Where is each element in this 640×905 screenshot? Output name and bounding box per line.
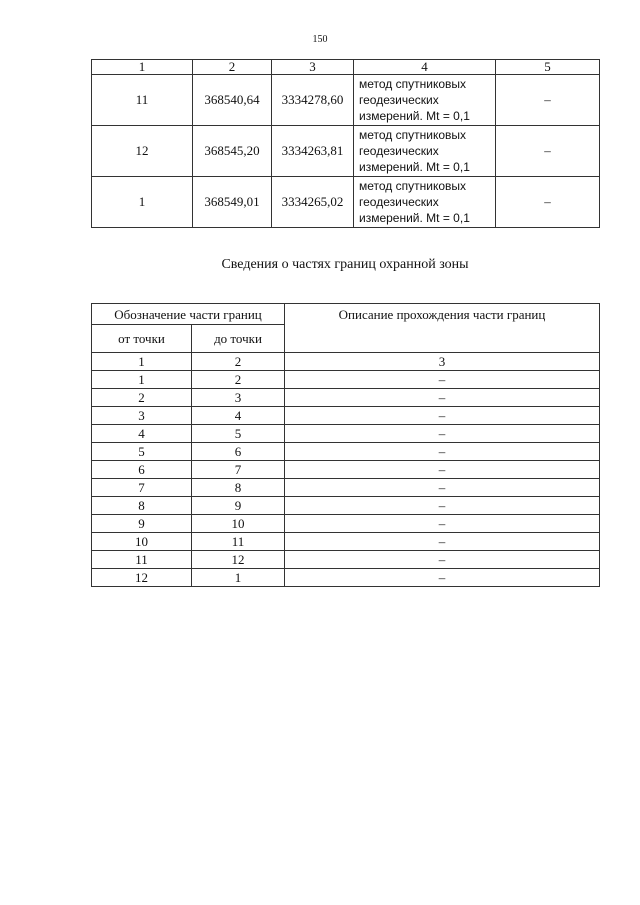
from-point: 8 [92, 497, 192, 515]
coord-x: 368540,64 [193, 75, 272, 126]
method-line: геодезических [359, 144, 439, 158]
from-point: 2 [92, 389, 192, 407]
section-title: Сведения о частях границ охранной зоны [221, 257, 469, 272]
table-row [92, 371, 600, 389]
to-point: 4 [192, 407, 285, 425]
part-description: – [285, 407, 600, 425]
coord-y: 3334263,81 [272, 126, 354, 177]
parts-number-row [92, 353, 600, 371]
method-cell [354, 75, 496, 126]
description-header: Описание прохождения части границ [285, 304, 600, 353]
table-row [92, 461, 600, 479]
part-description: – [285, 551, 600, 569]
table-row [92, 126, 600, 177]
part-description: – [285, 371, 600, 389]
to-point: 1 [192, 569, 285, 587]
point-number: 11 [92, 75, 193, 126]
part-description: – [285, 533, 600, 551]
table-row [92, 551, 600, 569]
parts-header-row [92, 304, 600, 325]
method-line: метод спутниковых [359, 179, 467, 193]
table-row [92, 443, 600, 461]
page-number: 150 [312, 34, 328, 45]
from-point: 3 [92, 407, 192, 425]
coord-y: 3334278,60 [272, 75, 354, 126]
col5-value: – [496, 126, 600, 177]
coordinates-table [91, 59, 600, 228]
to-point: 3 [192, 389, 285, 407]
table-row [92, 177, 600, 228]
column-number: 3 [285, 353, 600, 371]
from-point: 12 [92, 569, 192, 587]
to-point-header: до точки [192, 325, 285, 353]
method-line: метод спутниковых [359, 128, 467, 142]
coords-header-cell: 5 [496, 60, 600, 75]
table-row [92, 407, 600, 425]
from-point: 11 [92, 551, 192, 569]
boundary-parts-table [91, 303, 600, 587]
method-line: геодезических [359, 93, 439, 107]
part-description: – [285, 425, 600, 443]
from-point: 10 [92, 533, 192, 551]
col5-value: – [496, 177, 600, 228]
from-point-header: от точки [92, 325, 192, 353]
method-line: измерений. Mt = 0,1 [359, 160, 470, 174]
coords-header-cell: 4 [354, 60, 496, 75]
group-header: Обозначение части границ [92, 304, 285, 325]
part-description: – [285, 479, 600, 497]
part-description: – [285, 443, 600, 461]
parts-body [92, 371, 600, 587]
to-point: 2 [192, 371, 285, 389]
coord-x: 368549,01 [193, 177, 272, 228]
part-description: – [285, 497, 600, 515]
table-row [92, 533, 600, 551]
coords-header-cell: 2 [193, 60, 272, 75]
method-line: метод спутниковых [359, 77, 467, 91]
table-row [92, 425, 600, 443]
to-point: 11 [192, 533, 285, 551]
method-cell [354, 126, 496, 177]
to-point: 12 [192, 551, 285, 569]
column-number: 2 [192, 353, 285, 371]
point-number: 12 [92, 126, 193, 177]
from-point: 6 [92, 461, 192, 479]
to-point: 5 [192, 425, 285, 443]
from-point: 5 [92, 443, 192, 461]
to-point: 8 [192, 479, 285, 497]
point-number: 1 [92, 177, 193, 228]
from-point: 4 [92, 425, 192, 443]
col5-value: – [496, 75, 600, 126]
coords-header-cell: 3 [272, 60, 354, 75]
method-line: геодезических [359, 195, 439, 209]
from-point: 9 [92, 515, 192, 533]
part-description: – [285, 389, 600, 407]
coord-y: 3334265,02 [272, 177, 354, 228]
method-line: измерений. Mt = 0,1 [359, 109, 470, 123]
table-row [92, 497, 600, 515]
to-point: 10 [192, 515, 285, 533]
table-row [92, 389, 600, 407]
table-row [92, 479, 600, 497]
to-point: 6 [192, 443, 285, 461]
column-number: 1 [92, 353, 192, 371]
part-description: – [285, 569, 600, 587]
coords-header-row [92, 60, 600, 75]
method-cell [354, 177, 496, 228]
table-row [92, 569, 600, 587]
part-description: – [285, 515, 600, 533]
coord-x: 368545,20 [193, 126, 272, 177]
from-point: 7 [92, 479, 192, 497]
table-row [92, 75, 600, 126]
coords-header-cell: 1 [92, 60, 193, 75]
part-description: – [285, 461, 600, 479]
from-point: 1 [92, 371, 192, 389]
to-point: 9 [192, 497, 285, 515]
method-line: измерений. Mt = 0,1 [359, 211, 470, 225]
to-point: 7 [192, 461, 285, 479]
table-row [92, 515, 600, 533]
